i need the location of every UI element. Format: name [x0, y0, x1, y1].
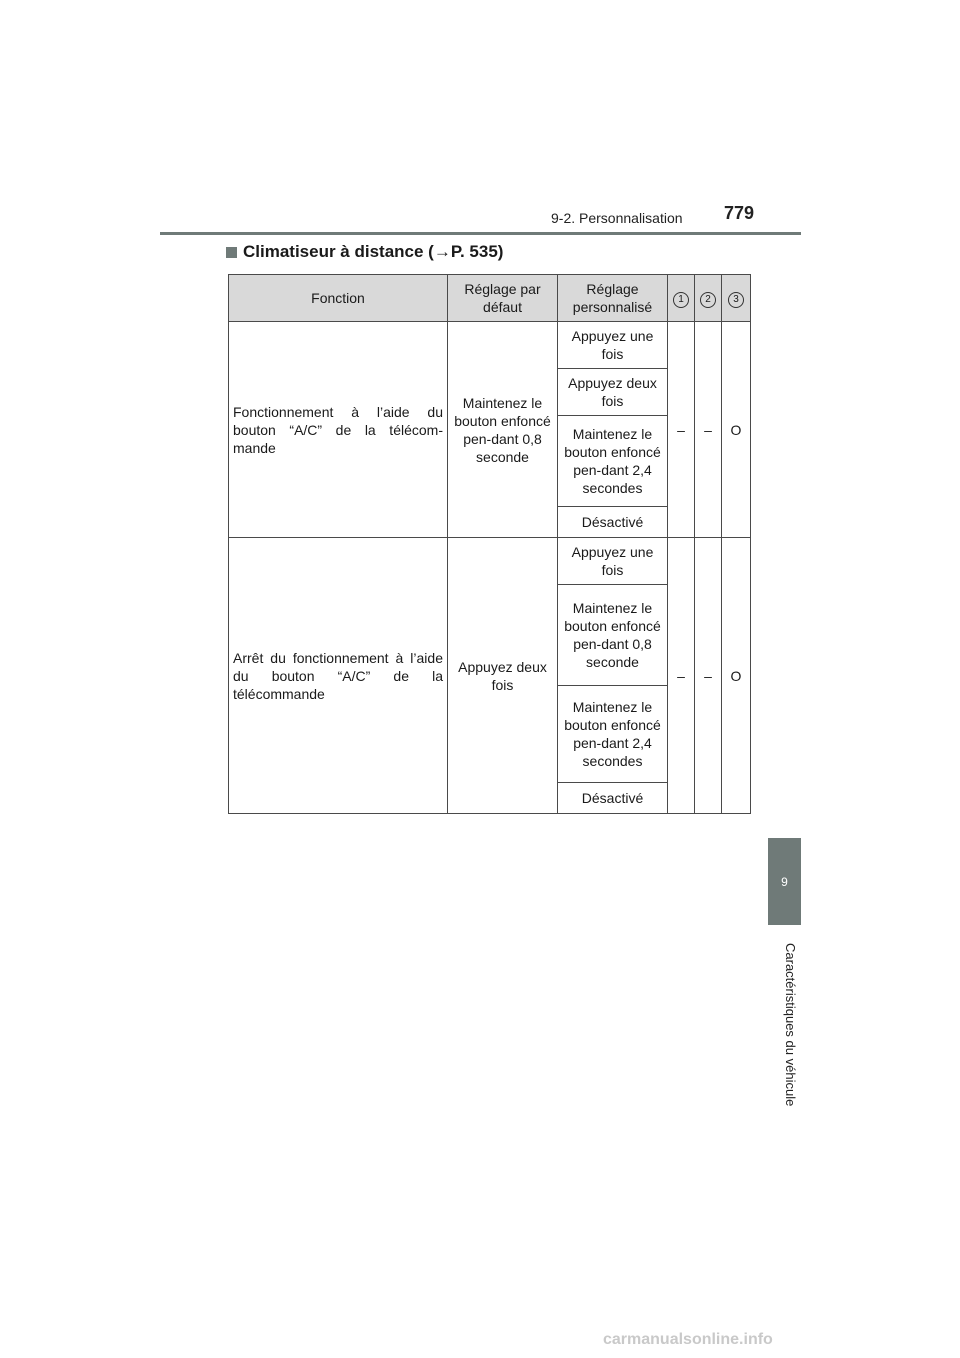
row-option: Appuyez une fois: [558, 538, 668, 585]
header-divider: [160, 232, 801, 235]
table-header-row: [229, 275, 751, 322]
header-col3: [722, 275, 751, 322]
table-row: [229, 322, 751, 369]
chapter-number: 9: [781, 874, 788, 889]
row-function: Arrêt du fonctionnement à l’aide du bouton “A/C” de la télécommande: [229, 538, 448, 814]
row-default: Appuyez deux fois: [448, 538, 558, 814]
circled-2-icon: 2: [700, 292, 716, 308]
row-mark-2: –: [695, 538, 722, 814]
circled-1-icon: 1: [673, 292, 689, 308]
row-option: Désactivé: [558, 507, 668, 538]
row-option: Maintenez le bouton enfoncé pen-dant 0,8 seconde: [558, 585, 668, 686]
page-number: 779: [724, 203, 755, 223]
header-col2: [695, 275, 722, 322]
chapter-tab: [768, 838, 801, 925]
row-mark-2: –: [695, 322, 722, 538]
row-option: Maintenez le bouton enfoncé pen-dant 2,4 secondes: [558, 686, 668, 783]
row-option: Appuyez deux fois: [558, 369, 668, 416]
header-default: Réglage par défaut: [448, 275, 558, 322]
chapter-label: Caractéristiques du véhicule: [783, 943, 798, 1107]
watermark: carmanualsonline.info: [603, 1331, 773, 1348]
row-mark-1: –: [668, 538, 695, 814]
row-function: Fonctionnement à l’aide du bouton “A/C” de la télécom-mande: [229, 322, 448, 538]
row-mark-1: –: [668, 322, 695, 538]
header-custom: Réglage personnalisé: [558, 275, 668, 322]
row-option: Maintenez le bouton enfoncé pen-dant 2,4 secondes: [558, 416, 668, 507]
settings-table: [228, 274, 751, 814]
chapter-section-title: 9-2. Personnalisation: [551, 210, 683, 226]
circled-3-icon: 3: [728, 292, 744, 308]
row-option: Appuyez une fois: [558, 322, 668, 369]
header-col1: [668, 275, 695, 322]
section-heading-text: Climatiseur à distance (→P. 535): [243, 242, 504, 261]
header-function: Fonction: [229, 275, 448, 322]
row-option: Désactivé: [558, 783, 668, 814]
section-heading: [226, 242, 503, 262]
row-mark-3: O: [722, 538, 751, 814]
row-default: Maintenez le bouton enfoncé pen-dant 0,8 seconde: [448, 322, 558, 538]
square-bullet-icon: [226, 247, 237, 258]
table-row: [229, 538, 751, 585]
row-mark-3: O: [722, 322, 751, 538]
